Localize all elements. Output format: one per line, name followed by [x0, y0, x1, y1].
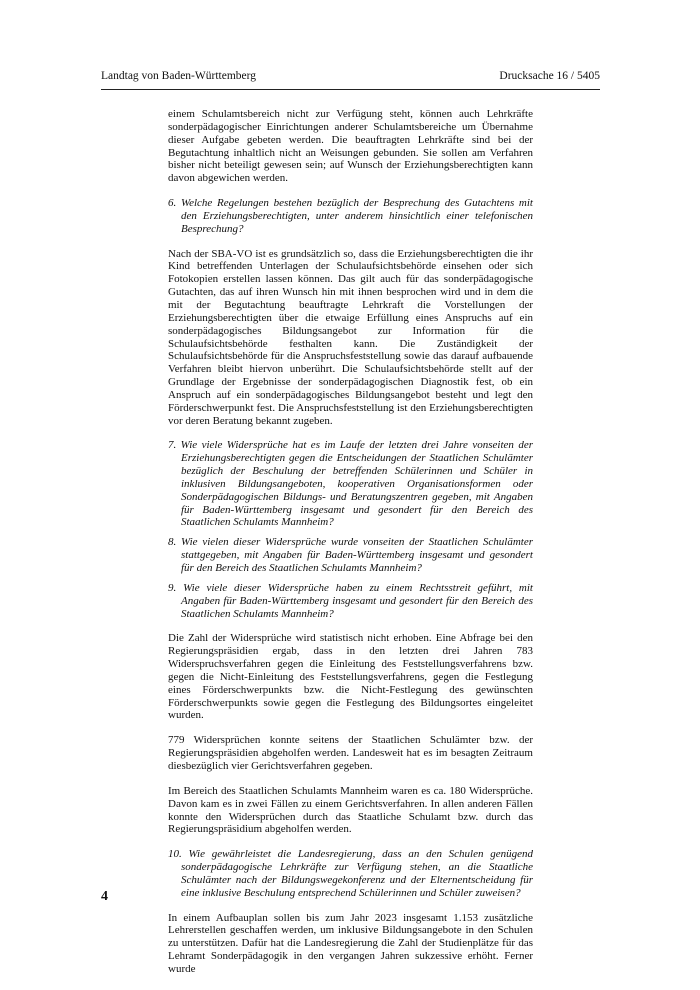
header-left: Landtag von Baden-Württemberg: [101, 70, 256, 82]
page-body: [168, 108, 533, 988]
question-8: 8. Wie vielen dieser Widersprüche wurde vonseiten der Staatlichen Schulämter stattgegeben, mit Angaben für Baden-Württemberg insgesamt und gesondert für den Bereich des Staatlichen Schulamts Mannheim?: [168, 536, 533, 574]
question-9: 9. Wie viele dieser Widersprüche haben zu einem Rechtsstreit geführt, mit Angaben für Baden-Württemberg insgesamt und gesondert für den Bereich des Staatlichen Schulamts Mannheim?: [168, 581, 533, 620]
page-number: 4: [101, 889, 108, 904]
answer-9-part-2: 779 Widersprüchen konnte seitens der Staatlichen Schulämter bzw. der Regierungspräsidien abgeholfen werden. Landesweit hat es im besagten Zeitraum diesbezüglich vier Gerichtsverfahren gegeben.: [168, 734, 533, 772]
answer-9-part-1: Die Zahl der Widersprüche wird statistisch nicht erhoben. Eine Abfrage bei den Regierungspräsidien ergab, dass in den letzten drei Jahren 783 Widerspruchsverfahren gegen die Einleitung des Feststellungsverfahrens bzw. gegen die Nicht-Einleitung des Feststellungsverfahrens, gegen die Festlegung eines Förderschwerpunkts bzw. die Nicht-Festlegung des gewünschten Förderschwerpunkts sowie gegen die Festlegung des Bildungsortes eingeleitet wurden.: [168, 632, 533, 722]
answer-9-part-3: Im Bereich des Staatlichen Schulamts Mannheim waren es ca. 180 Widersprüche. Davon kam es in zwei Fällen zu einem Gerichtsverfahren. In allen anderen Fällen konnte den Widersprüchen durch das Staatliche Schulamt bzw. durch das Regierungspräsidium abgeholfen werden.: [168, 784, 533, 836]
question-6: 6. Welche Regelungen bestehen bezüglich der Besprechung des Gutachtens mit den Erziehungsberechtigten, unter anderem hinsichtlich einer telefonischen Besprechung?: [168, 197, 533, 235]
question-10: 10. Wie gewährleistet die Landesregierung, dass an den Schulen genügend sonderpädagogische Lehrkräfte zur Verfügung stehen, an die Staatliche Schulämter nach der Bildungswegekonferenz und der Elternentscheidung für eine inklusive Beschulung entsprechend Schülerinnen und Schüler zuweisen?: [168, 848, 533, 899]
header-rule: [101, 89, 600, 90]
question-7: 7. Wie viele Widersprüche hat es im Laufe der letzten drei Jahre vonseiten der Erziehungsberechtigten gegen die Entscheidungen der Staatlichen Schulämter bezüglich der Beschulung der betreffenden Schülerinnen und Schüler in inklusiven Bildungsangeboten, kooperativen Organisationsformen oder Sonderpädagogischen Bildungs- und Beratungszentren gegeben, mit Angaben für Baden-Württemberg insgesamt und gesondert für den Bereich des Staatlichen Schulamts Mannheim?: [168, 439, 533, 529]
header-right: Drucksache 16 / 5405: [499, 70, 600, 82]
page-header: [101, 70, 600, 82]
answer-6: Nach der SBA-VO ist es grundsätzlich so, dass die Erziehungsberechtigten die ihr Kind betreffenden Unterlagen der Schulaufsichtsbehörde einsehen oder sich Fotokopien erstellen lassen können. Das gilt auch für das sonderpädagogische Gutachten, das auf ihren Wunsch hin mit ihnen besprochen wird und in dem die mit der Begutachtung beauftragte Lehrkraft die Vorstellungen der Erziehungsberechtigten über die etwaige Erfüllung eines Anspruchs auf ein sonderpädagogisches Bildungsangebot zur Information für die Schulaufsichtsbehörde festhalten kann. Die Zuständigkeit der Schulaufsichtsbehörde für die Anspruchsfeststellung sowie das darauf aufbauende Verfahren bleibt hiervon unberührt. Die Schulaufsichtsbehörde stellt auf der Grundlage der Ergebnisse der sonderpädagogischen Diagnostik fest, ob ein Anspruch auf ein sonderpädagogisches Bildungsangebot besteht und legt den Förderschwerpunkt fest. Die Anspruchsfeststellung ist den Erziehungsberechtigten vor deren Beratung bekannt zugeben.: [168, 247, 533, 427]
paragraph-1: einem Schulamtsbereich nicht zur Verfügung steht, können auch Lehrkräfte sonderpädagogischer Einrichtungen anderer Schulamtsbereiche um Übernahme dieser Aufgabe gebeten werden. Die beauftragten Lehrkräfte sind bei der Begutachtung inhaltlich nicht an Weisungen gebunden. Sie sollen am Verfahren bisher nicht beteiligt gewesen sein; auf Wunsch der Erziehungsberechtigten kann davon abgewichen werden.: [168, 108, 533, 185]
answer-10: In einem Aufbauplan sollen bis zum Jahr 2023 insgesamt 1.153 zusätzliche Lehrerstellen geschaffen werden, um inklusive Bildungsangebote in den Schulen zu unterstützen. Dafür hat die Landesregierung die Zahl der Studienplätze für das Lehramt Sonderpädagogik in den vergangen Jahren sukzessive erhöht. Ferner wurde: [168, 911, 533, 975]
